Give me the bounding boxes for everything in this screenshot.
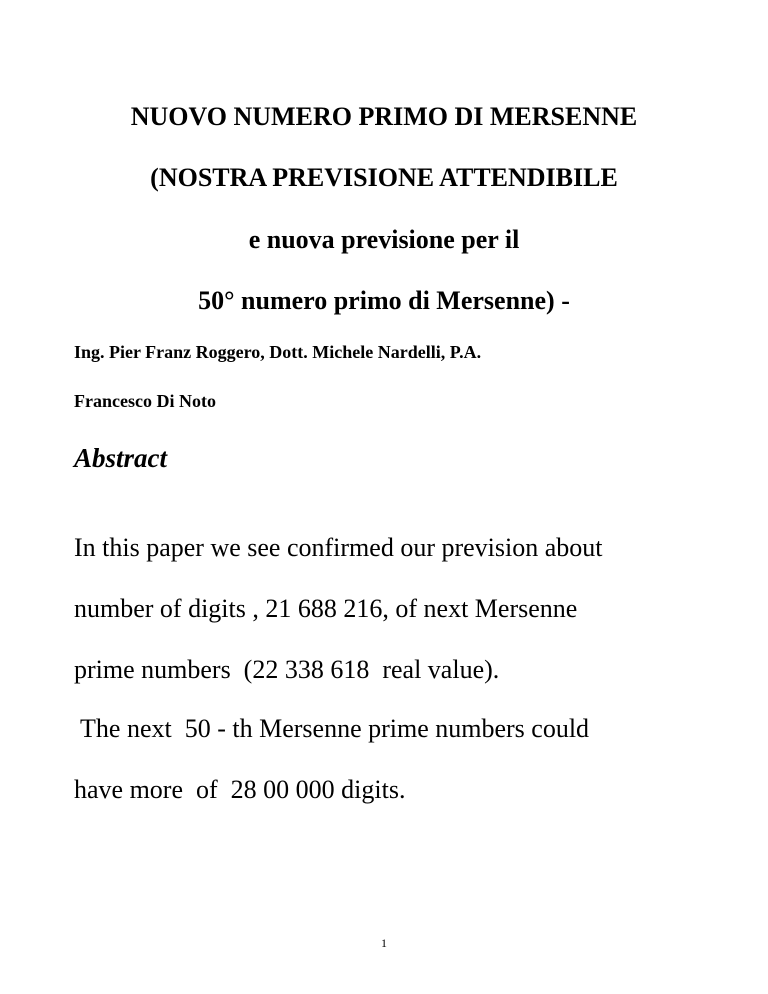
- abstract-text-line: prime numbers (22 338 618 real value).: [74, 655, 500, 684]
- title-line: (NOSTRA PREVISIONE ATTENDIBILE: [150, 163, 618, 192]
- abstract-text-line: In this paper we see confirmed our prevision about: [74, 533, 603, 562]
- title-line: 50° numero primo di Mersenne) -: [198, 286, 570, 315]
- author-line: Francesco Di Noto: [74, 391, 216, 411]
- page-number: 1: [381, 936, 387, 950]
- title-line: NUOVO NUMERO PRIMO DI MERSENNE: [130, 102, 638, 131]
- title-line: e nuova previsione per il: [248, 225, 520, 254]
- abstract-text-line: have more of 28 00 000 digits.: [74, 775, 406, 804]
- abstract-text-line: number of digits , 21 688 216, of next Mersenne: [74, 594, 578, 623]
- author-line: Ing. Pier Franz Roggero, Dott. Michele Nardelli, P.A.: [74, 342, 482, 362]
- abstract-heading: Abstract: [74, 443, 168, 473]
- abstract-text-line: The next 50 - th Mersenne prime numbers could: [74, 714, 590, 743]
